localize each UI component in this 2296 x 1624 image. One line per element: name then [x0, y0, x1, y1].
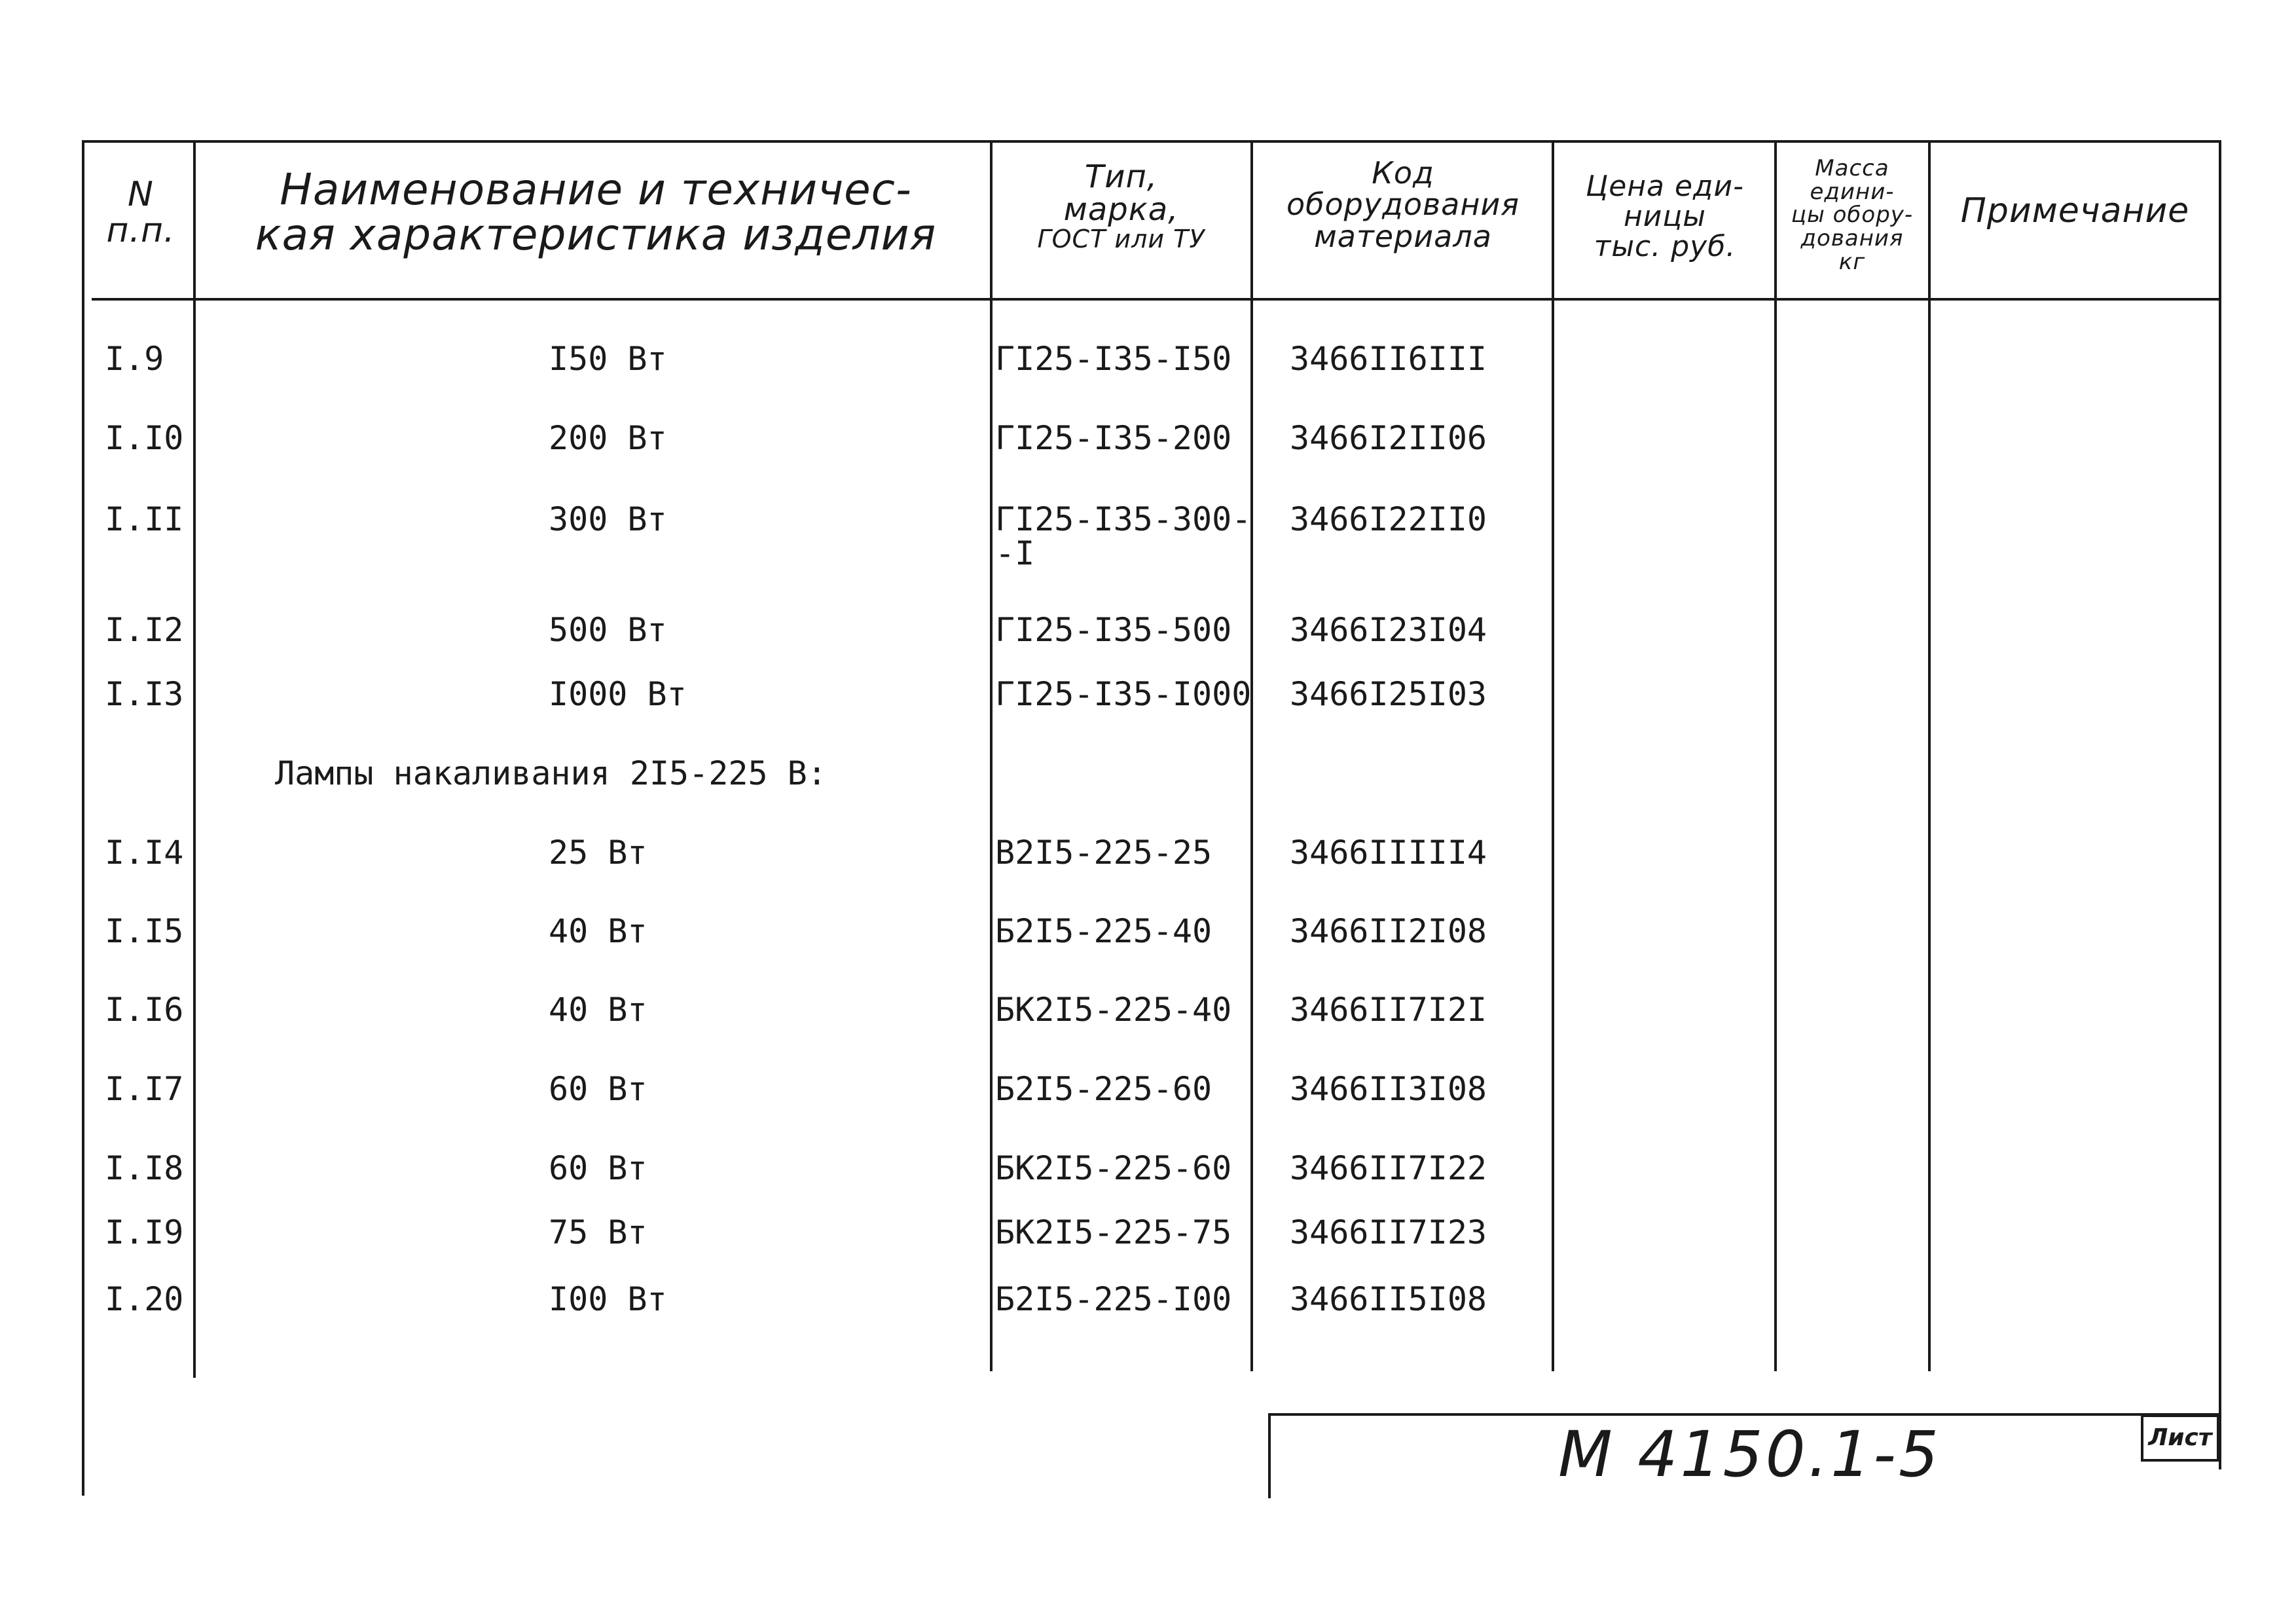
row-type: БК2I5-225-75 [995, 1213, 1232, 1251]
row-name: 40 Вт [549, 912, 647, 950]
row-number: I.I6 [105, 991, 184, 1029]
row-name: I000 Вт [549, 675, 687, 713]
row-number: I.I9 [105, 1213, 184, 1251]
row-number: I.II [105, 500, 184, 538]
section-title: Лампы накаливания 2I5-225 В: [275, 754, 827, 792]
row-type: БК2I5-225-60 [995, 1149, 1232, 1187]
row-number: I.I3 [105, 675, 184, 713]
row-type: Б2I5-225-60 [995, 1070, 1212, 1108]
row-name: 40 Вт [549, 991, 647, 1029]
row-number: I.20 [105, 1280, 184, 1318]
row-name: 300 Вт [549, 500, 667, 538]
row-name: 60 Вт [549, 1149, 647, 1187]
row-code: 3466I2II06 [1290, 419, 1487, 457]
row-type: ГI25-I35-200 [995, 419, 1232, 457]
col-divider-2 [990, 140, 993, 1371]
row-name: 60 Вт [549, 1070, 647, 1108]
row-code: 3466II6III [1290, 340, 1487, 378]
col-divider-4 [1552, 140, 1554, 1371]
row-number: I.9 [105, 340, 164, 378]
row-code: 3466I25I03 [1290, 675, 1487, 713]
row-code: 3466II5I08 [1290, 1280, 1487, 1318]
row-type: ГI25-I35-500 [995, 611, 1232, 649]
right-border [2219, 140, 2221, 1469]
header-mass: Масса едини- цы обору- дования кг [1791, 155, 1914, 275]
row-type: БК2I5-225-40 [995, 991, 1232, 1029]
row-code: 3466IIIII4 [1290, 834, 1487, 872]
header-name: Наименование и техничес- кая характеристика изделия [255, 164, 937, 261]
header-bottom-border [92, 298, 2221, 301]
row-code: 3466I22II0 [1290, 500, 1487, 538]
col-divider-6 [1928, 140, 1931, 1371]
row-name: I50 Вт [549, 340, 667, 378]
row-name: 75 Вт [549, 1213, 647, 1251]
row-type: ГI25-I35-I50 [995, 340, 1232, 378]
stamp-left-border [1268, 1413, 1271, 1498]
header-number: N п.п. [106, 175, 175, 250]
row-number: I.I4 [105, 834, 184, 872]
header-code: Код оборудования материала [1286, 155, 1520, 254]
document-code: М 4150.1-5 [1558, 1418, 1941, 1491]
row-type: Б2I5-225-40 [995, 912, 1212, 950]
stamp-top-border [1268, 1413, 2221, 1416]
row-code: 3466II7I23 [1290, 1213, 1487, 1251]
col-divider-1 [193, 140, 196, 1378]
row-type: ГI25-I35-I000 [995, 675, 1252, 713]
row-code: 3466II7I22 [1290, 1149, 1487, 1187]
row-number: I.I5 [105, 912, 184, 950]
left-border [82, 140, 84, 1496]
row-name: I00 Вт [549, 1280, 667, 1318]
row-number: I.I7 [105, 1070, 184, 1108]
sheet-label: Лист [2141, 1414, 2219, 1462]
row-name: 500 Вт [549, 611, 667, 649]
row-code: 3466II7I2I [1290, 991, 1487, 1029]
row-type: В2I5-225-25 [995, 834, 1212, 872]
col-divider-3 [1250, 140, 1253, 1371]
header-note: Примечание [1960, 191, 2190, 231]
row-number: I.I0 [105, 419, 184, 457]
header-price: Цена еди- ницы тыс. руб. [1586, 170, 1744, 264]
row-number: I.I2 [105, 611, 184, 649]
row-code: 3466II3I08 [1290, 1070, 1487, 1108]
row-code: 3466I23I04 [1290, 611, 1487, 649]
table-top-border [82, 140, 2221, 143]
row-type: ГI25-I35-300- -I [995, 500, 1252, 572]
row-type: Б2I5-225-I00 [995, 1280, 1232, 1318]
row-name: 200 Вт [549, 419, 667, 457]
row-number: I.I8 [105, 1149, 184, 1187]
col-divider-5 [1774, 140, 1777, 1371]
row-code: 3466II2I08 [1290, 912, 1487, 950]
header-type: Тип, марка, ГОСТ или ТУ [1037, 158, 1205, 253]
row-name: 25 Вт [549, 834, 647, 872]
